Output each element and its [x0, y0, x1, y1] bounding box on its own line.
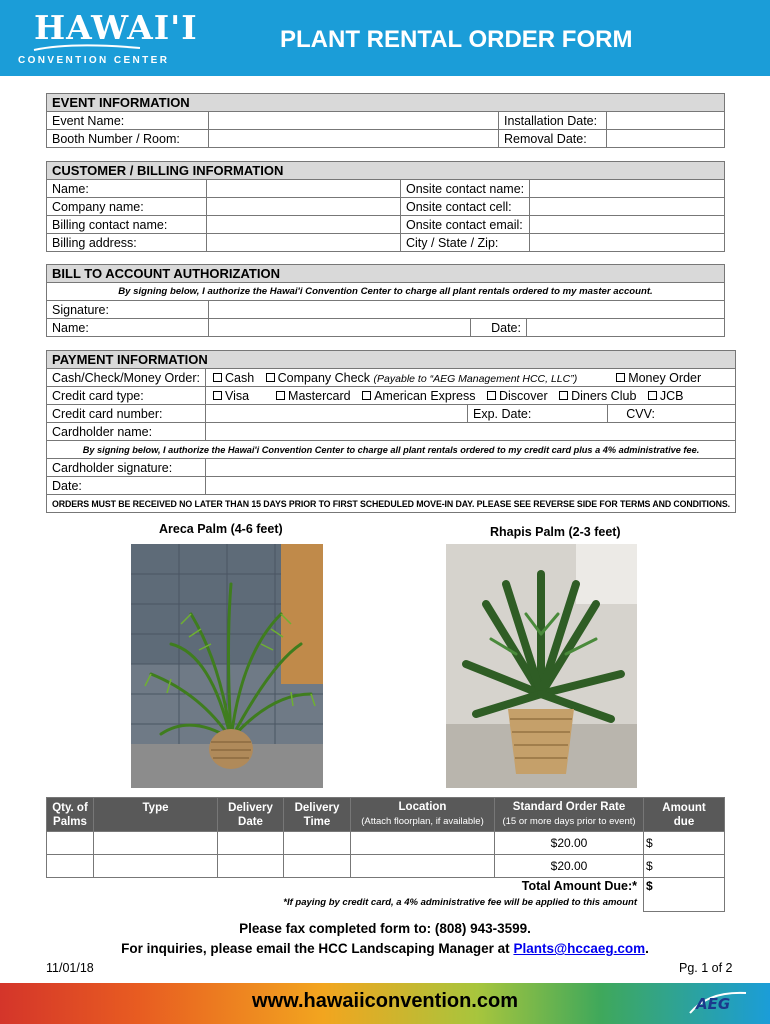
customer-name-field[interactable] — [207, 180, 401, 198]
location-cell[interactable] — [351, 832, 495, 855]
inquiries-text: For inquiries, please email the HCC Landscaping Manager at — [121, 941, 510, 956]
option-label: JCB — [659, 388, 684, 403]
fee-note: *If paying by credit card, a 4% administrative fee will be applied to this amount — [283, 897, 637, 908]
logo-swoosh-icon — [32, 44, 142, 54]
billing-contact-field[interactable] — [207, 216, 401, 234]
option-label: Cash — [224, 370, 255, 385]
section-header: BILL TO ACCOUNT AUTHORIZATION — [47, 265, 725, 283]
col-amount: Amount due — [644, 798, 725, 832]
american-express-checkbox[interactable] — [362, 391, 371, 400]
authorization-note: By signing below, I authorize the Hawai'i Convention Center to charge all plant rentals ordered to my master account. — [47, 283, 725, 301]
total-amount-cell[interactable]: $ — [644, 878, 725, 912]
option-label: Money Order — [628, 370, 702, 385]
email-link[interactable]: Plants@hccaeg.com — [513, 941, 646, 956]
delivery-date-cell[interactable] — [218, 832, 284, 855]
signature-field[interactable] — [209, 301, 725, 319]
inquiries-end: . — [645, 941, 649, 956]
section-header: PAYMENT INFORMATION — [47, 351, 736, 369]
customer-billing-table — [46, 161, 725, 252]
col-delivery-time: Delivery Time — [284, 798, 351, 832]
money-order-checkbox[interactable] — [616, 373, 625, 382]
mastercard-checkbox[interactable] — [276, 391, 285, 400]
option-label: Mastercard — [288, 388, 351, 403]
section-header: CUSTOMER / BILLING INFORMATION — [47, 162, 725, 180]
option-label: American Express — [374, 388, 476, 403]
event-information-table — [46, 93, 725, 148]
type-cell[interactable] — [94, 832, 218, 855]
field-label: Credit card type: — [47, 387, 206, 405]
field-label: Booth Number / Room: — [47, 130, 209, 148]
jcb-checkbox[interactable] — [648, 391, 657, 400]
col-rate: Standard Order Rate (15 or more days prior to event) — [495, 798, 644, 832]
qty-cell[interactable] — [47, 855, 94, 878]
field-label: Credit card number: — [47, 405, 206, 423]
field-label: Cardholder signature: — [47, 459, 206, 477]
field-label: Billing address: — [47, 234, 207, 252]
field-label: Installation Date: — [499, 112, 607, 130]
order-table-header — [47, 798, 725, 832]
auth-name-field[interactable] — [209, 319, 471, 337]
billing-address-field[interactable] — [207, 234, 401, 252]
event-name-field[interactable] — [209, 112, 499, 130]
rate-cell: $20.00 — [495, 855, 644, 878]
field-label: Company name: — [47, 198, 207, 216]
delivery-time-cell[interactable] — [284, 832, 351, 855]
aeg-logo-text: AEG — [696, 995, 731, 1013]
footer-url[interactable]: www.hawaiiconvention.com — [252, 990, 518, 1012]
total-label-cell — [47, 878, 644, 912]
form-date: 11/01/18 — [46, 961, 94, 975]
fax-instructions: Please fax completed form to: (808) 943-3599. — [239, 921, 531, 936]
onsite-contact-cell-field[interactable] — [530, 198, 725, 216]
location-cell[interactable] — [351, 855, 495, 878]
field-label: Signature: — [47, 301, 209, 319]
field-label: Cash/Check/Money Order: — [47, 369, 206, 387]
field-label: Onsite contact email: — [401, 216, 530, 234]
payment-date-field[interactable] — [205, 477, 735, 495]
diners-club-checkbox[interactable] — [559, 391, 568, 400]
qty-cell[interactable] — [47, 832, 94, 855]
rhapis-palm-label: Rhapis Palm (2-3 feet) — [490, 525, 621, 539]
aeg-logo-icon — [688, 987, 748, 1019]
field-label: Name: — [47, 319, 209, 337]
cash-checkbox[interactable] — [213, 373, 222, 382]
field-label: Name: — [47, 180, 207, 198]
delivery-time-cell[interactable] — [284, 855, 351, 878]
cvv-field[interactable] — [607, 405, 735, 423]
logo-subtitle: CONVENTION CENTER — [18, 55, 170, 66]
city-state-zip-field[interactable] — [530, 234, 725, 252]
installation-date-field[interactable] — [607, 112, 725, 130]
amount-cell[interactable]: $ — [644, 855, 725, 878]
amount-cell[interactable]: $ — [644, 832, 725, 855]
card-number-field[interactable] — [205, 405, 467, 423]
onsite-contact-email-field[interactable] — [530, 216, 725, 234]
exp-date-field[interactable] — [467, 405, 607, 423]
inquiries-line — [0, 941, 770, 956]
rate-cell: $20.00 — [495, 832, 644, 855]
table-row — [47, 855, 725, 878]
option-label: Visa — [224, 388, 250, 403]
field-label: Onsite contact name: — [401, 180, 530, 198]
page-number: Pg. 1 of 2 — [679, 961, 733, 975]
cardholder-name-field[interactable] — [205, 423, 735, 441]
rhapis-palm-photo — [446, 544, 637, 788]
table-row — [47, 832, 725, 855]
total-label: Total Amount Due:* — [521, 879, 637, 893]
field-label: City / State / Zip: — [401, 234, 530, 252]
orders-deadline-note: ORDERS MUST BE RECEIVED NO LATER THAN 15 DAYS PRIOR TO FIRST SCHEDULED MOVE-IN DAY. PLEASE SEE REVERSE SIDE FOR TERMS AND CONDITIONS. — [47, 495, 736, 513]
visa-checkbox[interactable] — [213, 391, 222, 400]
field-label: Date: — [47, 477, 206, 495]
payment-table — [46, 350, 736, 513]
option-label: Discover — [498, 388, 548, 403]
total-row — [47, 878, 725, 912]
field-label: Exp. Date: — [472, 406, 532, 421]
col-location: Location (Attach floorplan, if available) — [351, 798, 495, 832]
field-label: CVV: — [626, 406, 655, 421]
col-qty: Qty. of Palms — [47, 798, 94, 832]
col-delivery-date: Delivery Date — [218, 798, 284, 832]
field-label: Onsite contact cell: — [401, 198, 530, 216]
onsite-contact-name-field[interactable] — [530, 180, 725, 198]
option-label: Company Check — [277, 370, 371, 385]
cardholder-signature-field[interactable] — [205, 459, 735, 477]
page-footer — [0, 983, 770, 1024]
field-label: Date: — [471, 319, 527, 337]
field-label: Event Name: — [47, 112, 209, 130]
order-table — [46, 797, 725, 912]
company-name-field[interactable] — [207, 198, 401, 216]
areca-palm-label: Areca Palm (4-6 feet) — [159, 522, 283, 536]
card-type-options — [205, 387, 735, 405]
credit-card-authorization-note: By signing below, I authorize the Hawai'i Convention Center to charge all plant rentals ordered to my credit card plus a 4% administrative fee. — [47, 441, 736, 459]
section-header: EVENT INFORMATION — [47, 94, 725, 112]
option-label: Diners Club — [571, 388, 637, 403]
field-label: Billing contact name: — [47, 216, 207, 234]
field-label: Removal Date: — [499, 130, 607, 148]
payment-method-options — [205, 369, 735, 387]
hawaii-convention-center-logo — [14, 4, 198, 70]
check-payable-note: (Payable to “AEG Management HCC, LLC”) — [373, 372, 578, 385]
delivery-date-cell[interactable] — [218, 855, 284, 878]
logo-wordmark: HAWAI'I — [34, 8, 198, 47]
field-label: Cardholder name: — [47, 423, 206, 441]
auth-date-field[interactable] — [527, 319, 725, 337]
booth-number-field[interactable] — [209, 130, 499, 148]
authorization-table — [46, 264, 725, 337]
discover-checkbox[interactable] — [487, 391, 496, 400]
company-check-checkbox[interactable] — [266, 373, 275, 382]
removal-date-field[interactable] — [607, 130, 725, 148]
type-cell[interactable] — [94, 855, 218, 878]
page-title: PLANT RENTAL ORDER FORM — [280, 26, 633, 53]
col-type: Type — [94, 798, 218, 832]
areca-palm-photo — [131, 544, 323, 788]
